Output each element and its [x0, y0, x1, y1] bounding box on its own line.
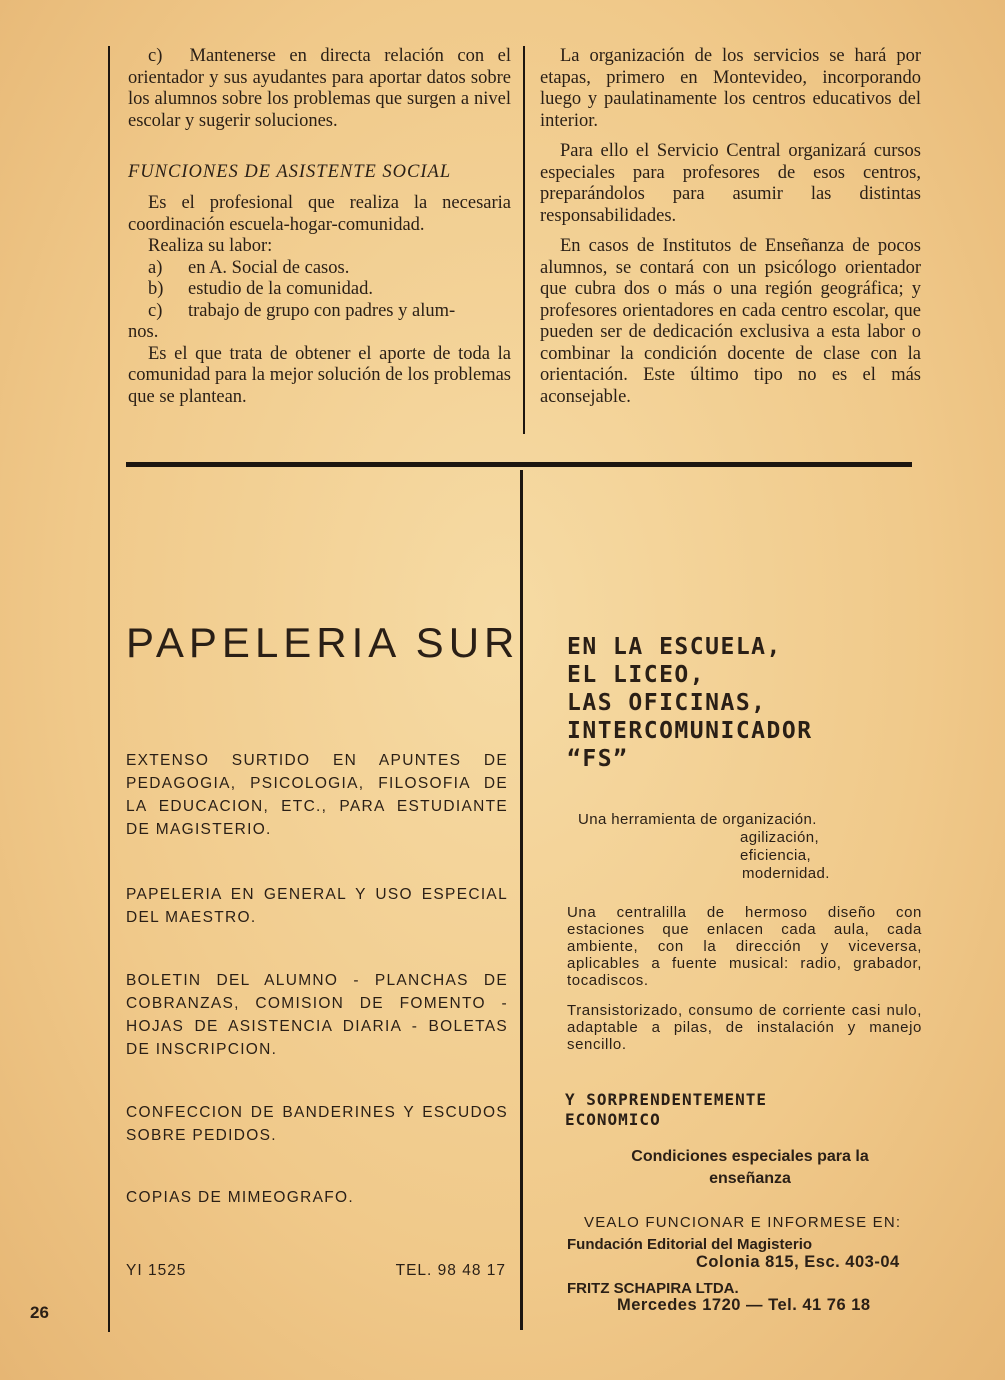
- ad-conditions: [600, 1146, 900, 1190]
- list-item-label: c): [148, 300, 163, 321]
- center-column-rule-top: [523, 46, 525, 434]
- subhead-line: ECONOMICO: [565, 1110, 661, 1129]
- article-paragraph: En casos de Institutos de Enseñanza de pocos alumnos, se contará con un psicólogo orientador que cubra dos o más o una región geográfica; y profesores orientadores en cada centro escolar, que pueden ser de dedicación exclusiva a esta labor o combinar la condición docente de clase con la orientación. Este último tipo no es el más aconsejable.: [540, 236, 921, 407]
- headline-line: LAS OFICINAS,: [567, 690, 767, 716]
- ad-paragraph: BOLETIN DEL ALUMNO - PLANCHAS DE COBRANZAS, COMISION DE FOMENTO - HOJAS DE ASISTENCIA DIARIA - BOLETAS DE INSCRIPCION.: [126, 972, 508, 1058]
- ad-paragraph: Una centralilla de hermoso diseño con estaciones que enlacen cada aula, cada ambiente, con la dirección y viceversa, aplicables a fuente musical: radio, grabador, tocadiscos.: [567, 904, 922, 989]
- item-text: Mantenerse en directa relación con el orientador y sus ayudantes para aportar datos sobre los alumnos sobre los problemas que surgen a nivel escolar y sugerir soluciones.: [128, 46, 512, 131]
- article-paragraph: Para ello el Servicio Central organizará cursos especiales para profesores de esos centros, preparándolos para asumir las distintas responsabilidades.: [540, 141, 921, 226]
- list-item: [128, 279, 511, 301]
- ad-paragraph: Transistorizado, consumo de corriente casi nulo, adaptable a pilas, de instalación y manejo sencillo.: [567, 1002, 922, 1053]
- article-paragraph: Es el que trata de obtener el aporte de toda la comunidad para la mejor solución de los problemas que se plantean.: [128, 343, 511, 407]
- ad-phone: TEL. 98 48 17: [395, 1262, 506, 1279]
- center-column-rule-bottom: [520, 470, 523, 1330]
- headline-line: “FS”: [567, 746, 629, 772]
- ad-address: YI 1525: [126, 1262, 187, 1279]
- article-paragraph: Realiza su labor:: [148, 236, 273, 256]
- item-label: c): [148, 46, 163, 66]
- conditions-line: Condiciones especiales para la: [631, 1148, 869, 1165]
- headline-line: EL LICEO,: [567, 662, 706, 688]
- article-paragraph: [128, 46, 511, 132]
- list-item-label: a): [148, 257, 163, 278]
- article-paragraph: La organización de los servicios se hará por etapas, primero en Montevideo, incorporando luego y paulatinamente los centros educativos del interior.: [540, 46, 921, 131]
- tagline-line: modernidad.: [742, 865, 830, 882]
- ad-contact: [126, 1262, 506, 1280]
- article-left-column: [128, 46, 511, 408]
- headline-line: INTERCOMUNICADOR: [567, 718, 813, 744]
- ad-paragraph: PAPELERIA EN GENERAL Y USO ESPECIAL DEL MAESTRO.: [126, 886, 508, 926]
- headline-line: EN LA ESCUELA,: [567, 634, 782, 660]
- ad-headline: [567, 633, 927, 773]
- tagline-line: agilización,: [740, 829, 820, 846]
- list-item-text: estudio de la comunidad.: [188, 279, 373, 299]
- section-heading: FUNCIONES DE ASISTENTE SOCIAL: [128, 162, 452, 182]
- tagline-line: Una herramienta de organización.: [578, 811, 817, 828]
- contact-name: Fundación Editorial del Magisterio: [567, 1236, 813, 1253]
- contact-address: Colonia 815, Esc. 403-04: [696, 1253, 900, 1271]
- list-item-text: en A. Social de casos.: [188, 257, 350, 278]
- horizontal-divider: [126, 462, 912, 467]
- conditions-line: enseñanza: [709, 1170, 791, 1187]
- list-item: [128, 301, 511, 323]
- page-number: 26: [30, 1303, 49, 1322]
- list-item: [128, 258, 511, 280]
- ad-subhead: [565, 1090, 767, 1130]
- list-item-label: b): [148, 279, 164, 299]
- ad-title: PAPELERIA SUR: [126, 619, 520, 666]
- ad-paragraph: CONFECCION DE BANDERINES Y ESCUDOS SOBRE PEDIDOS.: [126, 1104, 508, 1144]
- contact-name: FRITZ SCHAPIRA LTDA.: [567, 1280, 739, 1297]
- ad-paragraph: COPIAS DE MIMEOGRAFO.: [126, 1189, 354, 1206]
- list-item-text: trabajo de grupo con padres y alum-: [188, 300, 456, 321]
- article-paragraph: Es el profesional que realiza la necesaria coordinación escuela-hogar-comunidad.: [128, 193, 511, 235]
- ad-call-to-action: VEALO FUNCIONAR E INFORMESE EN:: [584, 1214, 902, 1231]
- left-margin-rule: [108, 46, 110, 1332]
- list-item-continuation: nos.: [128, 322, 159, 342]
- article-right-column: [540, 46, 921, 408]
- contact-address: Mercedes 1720 — Tel. 41 76 18: [617, 1296, 871, 1314]
- ad-paragraph: EXTENSO SURTIDO EN APUNTES DE PEDAGOGIA, PSICOLOGIA, FILOSOFIA DE LA EDUCACION, ETC., PARA ESTUDIANTE DE MAGISTERIO.: [126, 752, 508, 838]
- tagline-line: eficiencia,: [740, 847, 812, 864]
- subhead-line: Y SORPRENDENTEMENTE: [565, 1090, 768, 1109]
